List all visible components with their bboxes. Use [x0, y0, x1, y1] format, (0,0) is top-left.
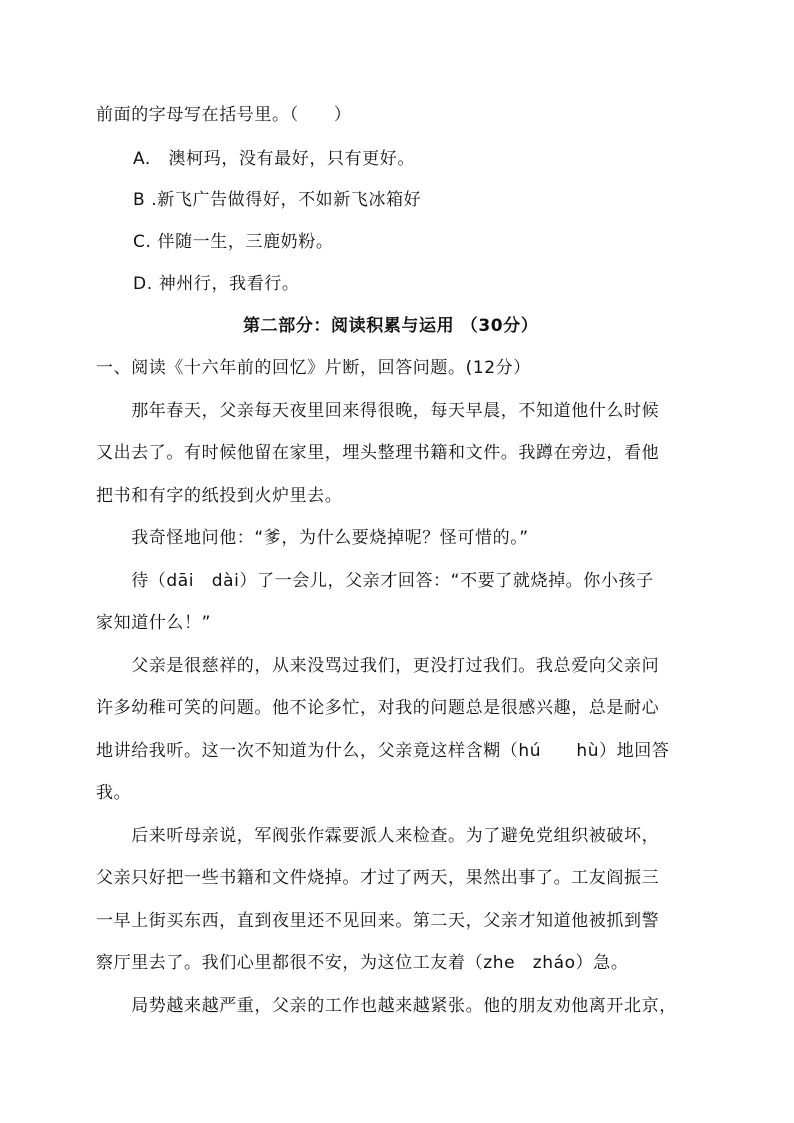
question-continuation: 前面的字母写在括号里。（ ）	[96, 105, 352, 125]
passage-line: 那年春天，父亲每天夜里回来得很晚，每天早晨，不知道他什么时候	[96, 401, 660, 421]
passage-line: 家知道什么！”	[96, 613, 212, 633]
passage-line: 局势越来越严重，父亲的工作也越来越紧张。他的朋友劝他离开北京，	[96, 996, 677, 1016]
passage-line: 后来听母亲说，军阀张作霖要派人来检查。为了避免党组织被破坏，	[96, 826, 660, 846]
option-c: C. 伴随一生，三鹿奶粉。	[133, 232, 334, 252]
section-heading: 第二部分：阅读积累与运用 （30分）	[243, 316, 539, 336]
passage-line: 许多幼稚可笑的问题。他不论多忙，对我的问题总是很感兴趣，总是耐心	[96, 698, 660, 718]
reading-question: 一、阅读《十六年前的回忆》片断，回答问题。(12分）	[96, 358, 531, 378]
passage-line: 我奇怪地问他：“爹，为什么要烧掉呢？怪可惜的。”	[96, 528, 529, 548]
option-a: A. 澳柯玛，没有最好，只有更好。	[133, 149, 415, 169]
passage-line: 地讲给我听。这一次不知道为什么，父亲竟这样含糊（hú hù）地回答	[96, 741, 670, 761]
passage-line: 父亲只好把一些书籍和文件烧掉。才过了两天，果然出事了。工友阎振三	[96, 868, 660, 888]
option-b: B .新飞广告做得好，不如新飞冰箱好	[133, 190, 422, 210]
passage-line: 待（dāi dài）了一会儿，父亲才回答：“不要了就烧掉。你小孩子	[96, 571, 654, 591]
passage-line: 父亲是很慈祥的，从来没骂过我们，更没打过我们。我总爱向父亲问	[96, 656, 660, 676]
passage-line: 一早上街买东西，直到夜里还不见回来。第二天，父亲才知道他被抓到警	[96, 911, 660, 931]
passage-line: 察厅里去了。我们心里都很不安，为这位工友着（zhe zháo）急。	[96, 953, 629, 973]
passage-line: 把书和有字的纸投到火炉里去。	[96, 486, 343, 506]
passage-line: 又出去了。有时候他留在家里，埋头整理书籍和文件。我蹲在旁边，看他	[96, 443, 660, 463]
passage-line: 我。	[96, 783, 132, 803]
option-d: D. 神州行，我看行。	[133, 274, 300, 294]
